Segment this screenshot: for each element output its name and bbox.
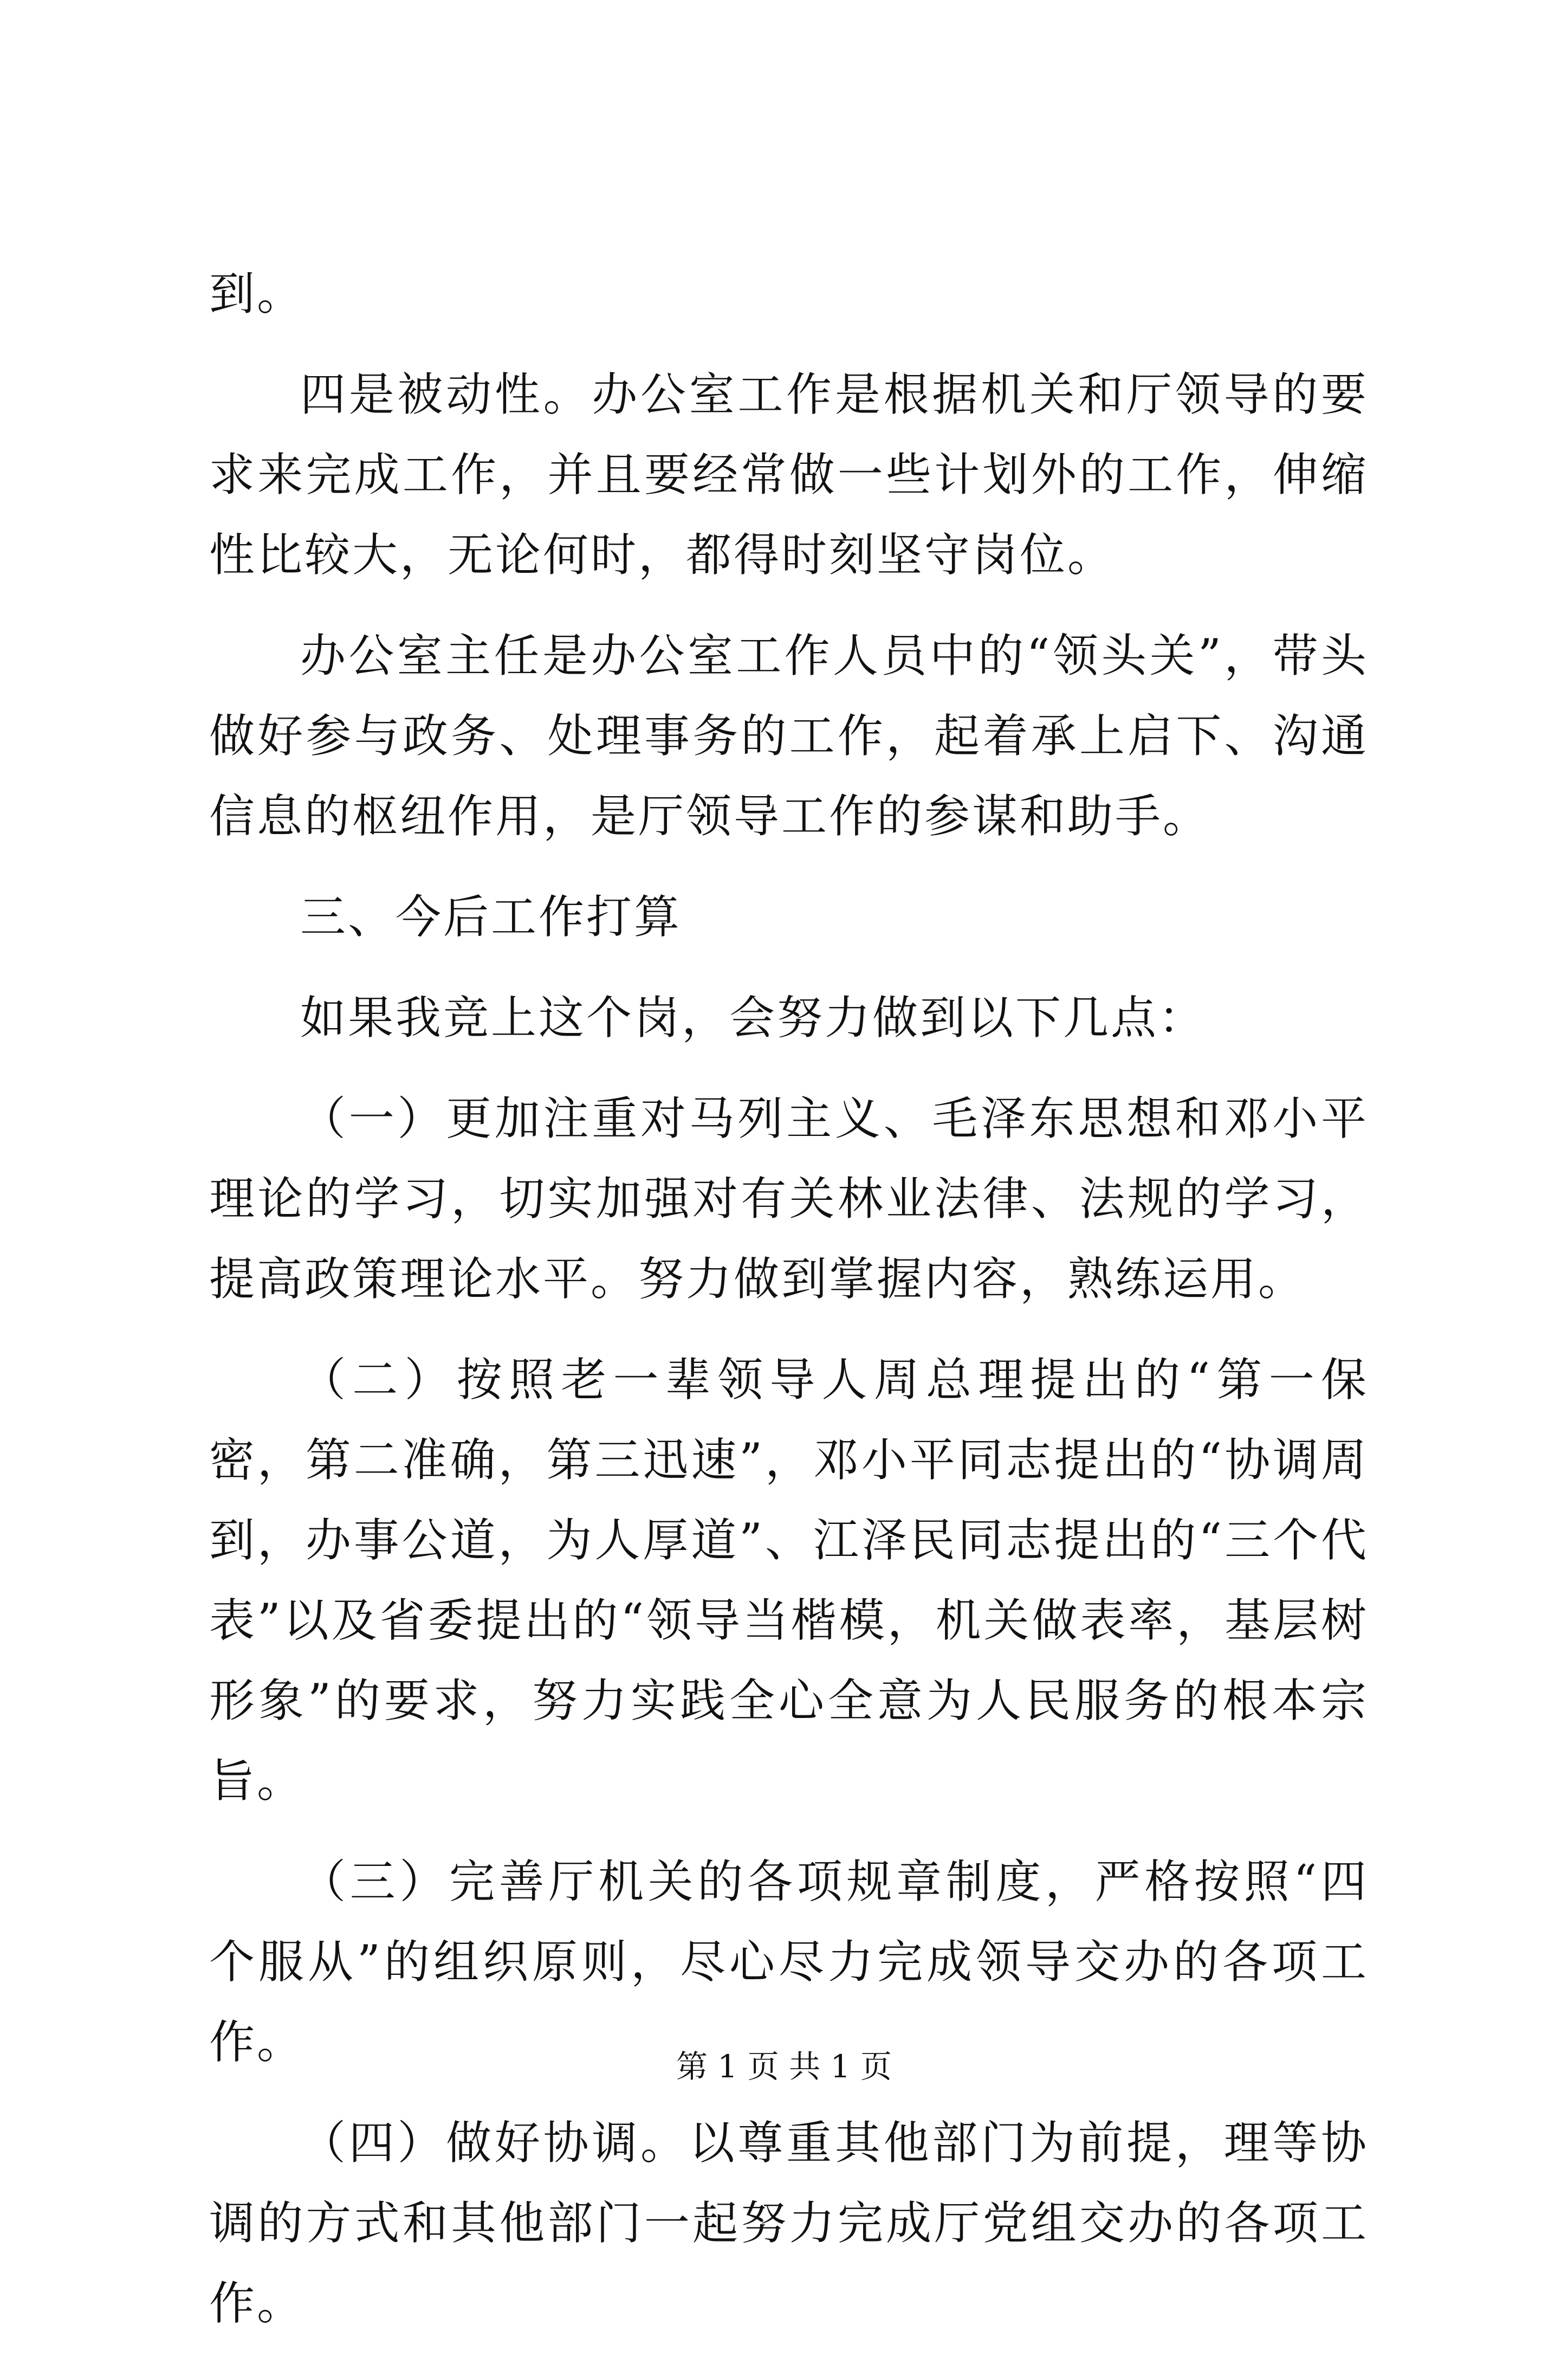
paragraph-intro-points: 如果我竞上这个岗，会努力做到以下几点：	[300, 991, 1207, 1044]
list-item-4: （四）做好协调。以尊重其他部门为前提，理等协调的方式和其他部门一起努力完成厅党组交办的各项工作。	[209, 2116, 1369, 2330]
paragraph-passivity: 四是被动性。办公室工作是根据机关和厅领导的要求来完成工作，并且要经常做一些计划外的工作，伸缩性比较大，无论何时，都得时刻坚守岗位。	[209, 368, 1369, 582]
page-footer: 第 1 页 共 1 页	[676, 2048, 892, 2085]
list-item-3: （三）完善厅机关的各项规章制度，严格按照“四个服从”的组织原则，尽心尽力完成领导交办的各项工作。	[209, 1855, 1369, 2069]
section-heading-future-plans: 三、今后工作打算	[300, 890, 682, 944]
paragraph-continuation: 到。	[209, 267, 305, 320]
paragraph-office-director-role: 办公室主任是办公室工作人员中的“领头关”，带头做好参与政务、处理事务的工作，起着承上启下、沟通信息的枢纽作用，是厅领导工作的参谋和助手。	[209, 629, 1369, 843]
list-item-2: （二）按照老一辈领导人周总理提出的“第一保密，第二准确，第三迅速”，邓小平同志提出的“协调周到，办事公道，为人厚道”、江泽民同志提出的“三个代表”以及省委提出的“领导当楷模，机关做表率，基层树形象”的要求，努力实践全心全意为人民服务的根本宗旨。	[209, 1353, 1369, 1807]
list-item-1: （一）更加注重对马列主义、毛泽东思想和邓小平理论的学习，切实加强对有关林业法律、法规的学习，提高政策理论水平。努力做到掌握内容，熟练运用。	[209, 1092, 1369, 1306]
